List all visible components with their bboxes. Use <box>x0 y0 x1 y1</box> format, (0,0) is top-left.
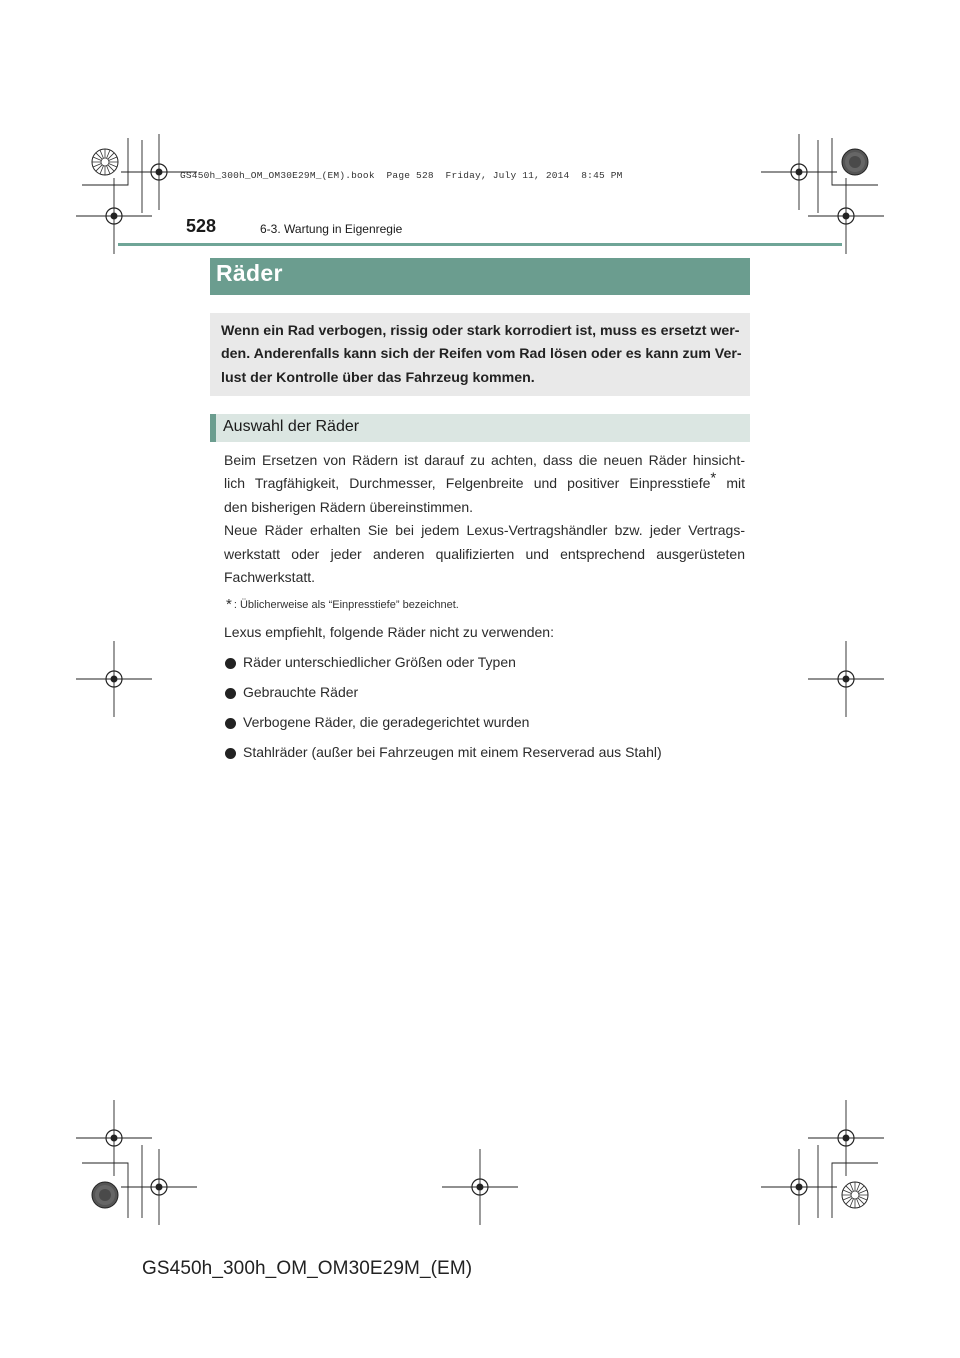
list-item: Gebrauchte Räder <box>243 684 359 700</box>
list-item: Verbogene Räder, die geradegerichtet wurden <box>243 714 530 730</box>
page-title: Räder <box>216 260 283 286</box>
bullet-icon <box>225 658 236 669</box>
footnote-reference: * <box>710 469 717 487</box>
body-text-line: lich Tragfähigkeit, Durchmesser, Felgenbreite und positiver Einpresstiefe* mit <box>224 469 745 491</box>
list-item: Stahlräder (außer bei Fahrzeugen mit einem Reserverad aus Stahl) <box>243 744 662 760</box>
bullet-icon <box>225 718 236 729</box>
print-metadata: GS450h_300h_OM_OM30E29M_(EM).book Page 528 Friday, July 11, 2014 8:45 PM <box>180 170 623 181</box>
footnote <box>226 596 459 613</box>
intro-line: Wenn ein Rad verbogen, rissig oder stark korrodiert ist, muss es ersetzt wer- <box>221 323 740 339</box>
recommendation-text: Lexus empfiehlt, folgende Räder nicht zu verwenden: <box>224 624 554 640</box>
body-text-line: werkstatt oder jeder anderen qualifizierten und entsprechend ausgerüsteten <box>224 546 745 562</box>
section-label: 6-3. Wartung in Eigenregie <box>260 222 403 236</box>
list-item: Räder unterschiedlicher Größen oder Typen <box>243 654 516 670</box>
body-text-line: Neue Räder erhalten Sie bei jedem Lexus-Vertragshändler bzw. jeder Vertrags- <box>224 522 745 538</box>
header-rule <box>118 243 842 246</box>
footnote-text: : Üblicherweise als “Einpresstiefe” bezeichnet. <box>233 599 459 611</box>
intro-line: lust der Kontrolle über das Fahrzeug kommen. <box>221 370 535 386</box>
bullet-icon <box>225 748 236 759</box>
subsection-title: Auswahl der Räder <box>223 418 360 435</box>
body-text-line: Beim Ersetzen von Rädern ist darauf zu achten, dass die neuen Räder hinsicht- <box>224 452 745 468</box>
subsection-accent <box>210 414 216 442</box>
footnote-marker: * <box>226 596 232 613</box>
body-text-line: den bisherigen Rädern übereinstimmen. <box>224 499 474 515</box>
footer-document-code: GS450h_300h_OM_OM30E29M_(EM) <box>142 1258 473 1279</box>
title-bar <box>210 258 750 295</box>
bullet-icon <box>225 688 236 699</box>
intro-line: den. Anderenfalls kann sich der Reifen vom Rad lösen oder es kann zum Ver- <box>221 346 742 362</box>
body-text-line: Fachwerkstatt. <box>224 569 316 585</box>
page-number: 528 <box>186 216 217 236</box>
